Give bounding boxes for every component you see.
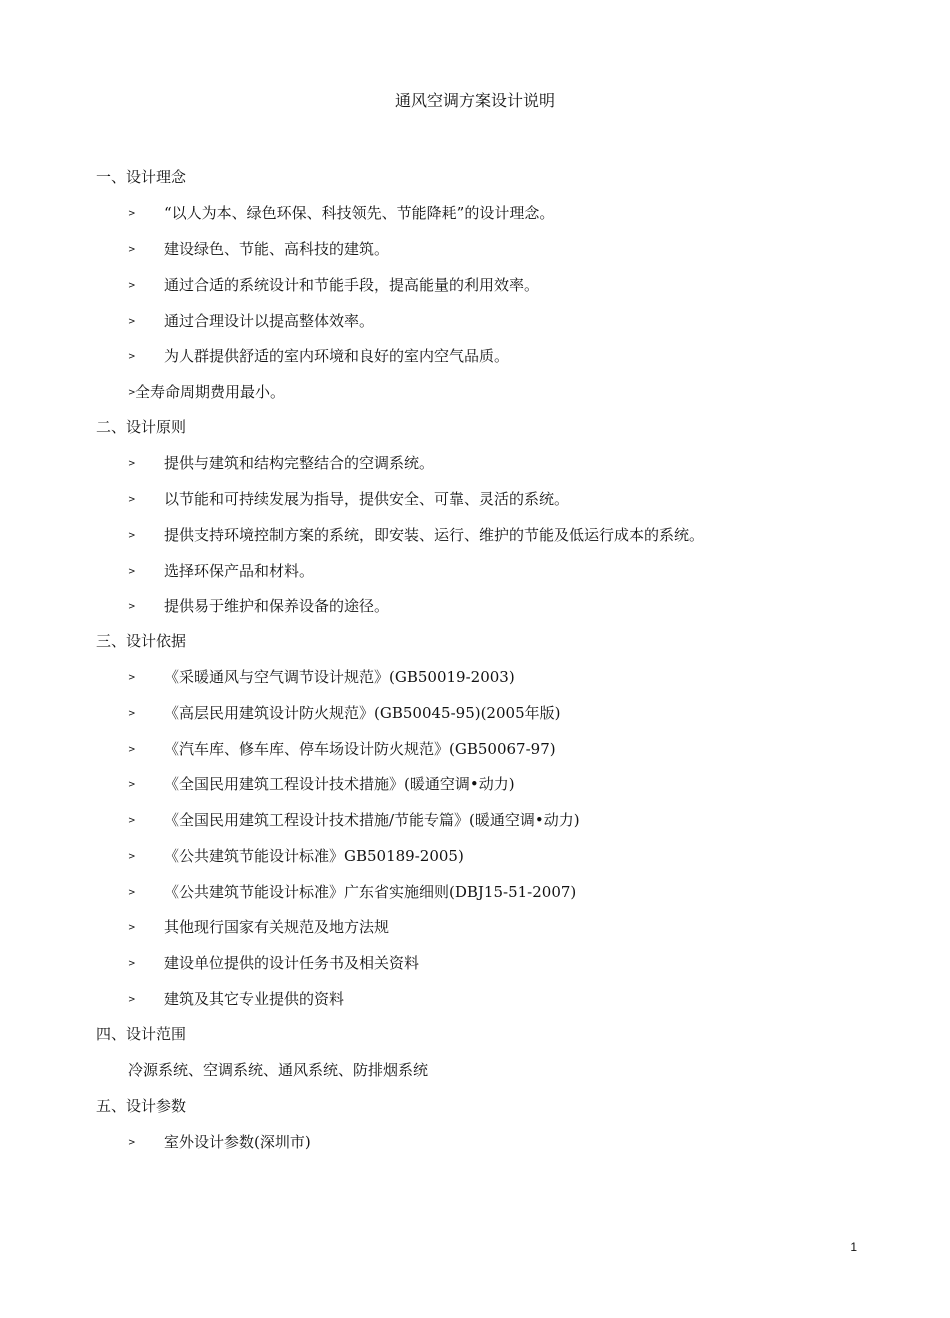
list-item: > 建设绿色、节能、高科技的建筑。 [128,238,389,261]
bullet-icon: > [128,459,136,469]
bullet-icon: > [128,317,136,327]
bullet-icon: > [128,567,136,577]
list-item: > 《全国民用建筑工程设计技术措施/节能专篇》(暖通空调•动力) [128,809,580,832]
list-item: > 为人群提供舒适的室内环境和良好的室内空气品质。 [128,345,509,368]
section-heading-design-parameters: 五、设计参数 [96,1097,187,1115]
bullet-icon: > [128,673,136,683]
bullet-icon: > [128,388,136,398]
list-item: > 其他现行国家有关规范及地方法规 [128,916,389,939]
list-item: > 《高层民用建筑设计防火规范》(GB50045-95)(2005年版) [128,702,560,725]
list-item: > 提供支持环境控制方案的系统，即安装、运行、维护的节能及低运行成本的系统。 [128,524,704,547]
section-heading-design-principles: 二、设计原则 [96,418,187,436]
list-item: > 《公共建筑节能设计标准》广东省实施细则(DBJ15-51-2007) [128,881,576,904]
bullet-icon: > [128,709,136,719]
list-item: > 《采暖通风与空气调节设计规范》(GB50019-2003) [128,666,515,689]
list-item: > 提供易于维护和保养设备的途径。 [128,595,389,618]
list-item: > 室外设计参数(深圳市) [128,1131,311,1154]
list-item: > 选择环保产品和材料。 [128,560,314,583]
list-item: > 建设单位提供的设计任务书及相关资料 [128,952,419,975]
bullet-icon: > [128,602,136,612]
bullet-icon: > [128,995,136,1005]
section-heading-design-concept: 一、设计理念 [96,168,187,186]
bullet-icon: > [128,780,136,790]
bullet-icon: > [128,281,136,291]
bullet-icon: > [128,816,136,826]
bullet-icon: > [128,923,136,933]
bullet-icon: > [128,495,136,505]
list-item: > 通过合理设计以提高整体效率。 [128,310,374,333]
list-item: > “以人为本、绿色环保、科技领先、节能降耗”的设计理念。 [128,202,554,225]
list-item: > 以节能和可持续发展为指导，提供安全、可靠、灵活的系统。 [128,488,569,511]
document-title: 通风空调方案设计说明 [394,91,555,110]
list-item: >全寿命周期费用最小。 [128,381,285,404]
list-item: > 《公共建筑节能设计标准》GB50189-2005) [128,845,464,868]
bullet-icon: > [128,531,136,541]
page-number: 1 [850,1240,857,1254]
list-item: > 《全国民用建筑工程设计技术措施》(暖通空调•动力) [128,773,515,796]
section-heading-design-scope: 四、设计范围 [96,1025,187,1043]
bullet-icon: > [128,245,136,255]
bullet-icon: > [128,209,136,219]
list-item: > 《汽车库、修车库、停车场设计防火规范》(GB50067-97) [128,738,556,761]
bullet-icon: > [128,745,136,755]
bullet-icon: > [128,959,136,969]
bullet-icon: > [128,1138,136,1148]
bullet-icon: > [128,888,136,898]
design-scope-text: 冷源系统、空调系统、通风系统、防排烟系统 [128,1061,429,1079]
bullet-icon: > [128,352,136,362]
list-item: > 建筑及其它专业提供的资料 [128,988,344,1011]
list-item: > 提供与建筑和结构完整结合的空调系统。 [128,452,434,475]
list-item: > 通过合适的系统设计和节能手段，提高能量的利用效率。 [128,274,539,297]
section-heading-design-basis: 三、设计依据 [96,632,187,650]
bullet-icon: > [128,852,136,862]
